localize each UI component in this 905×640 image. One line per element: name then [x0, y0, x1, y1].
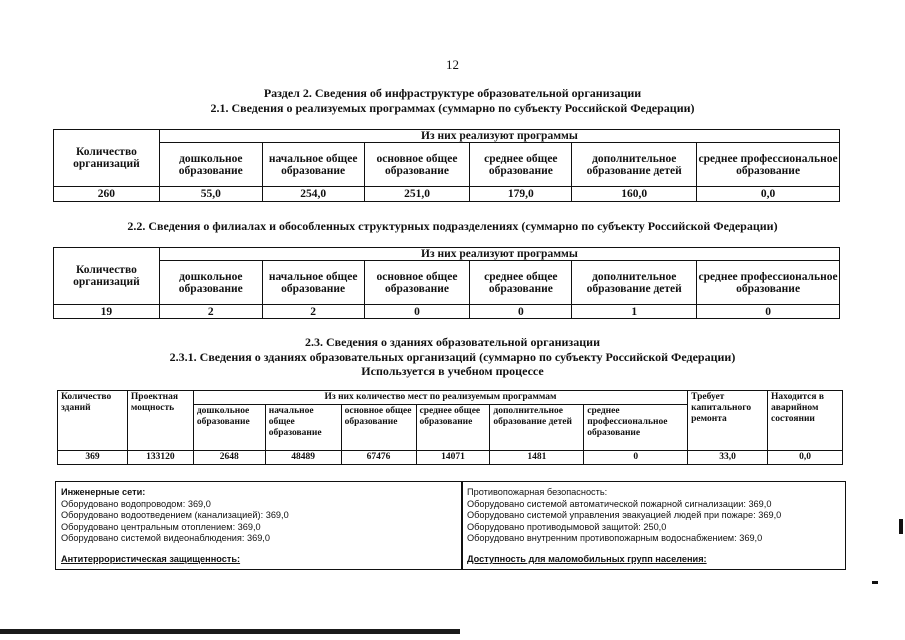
- buildings-table: [57, 390, 843, 465]
- list-item: Оборудовано центральным отоплением: 369,0: [61, 521, 261, 532]
- engineering-header: Инженерные сети:: [61, 487, 146, 497]
- cell-value: 1481: [490, 451, 584, 465]
- header-basic: основное общее образование: [341, 405, 416, 451]
- cell-value: 0: [697, 305, 840, 319]
- section-title: Раздел 2. Сведения об инфраструктуре образовательной организации: [263, 86, 642, 100]
- list-item: Оборудовано водоотведением (канализацией): 369,0: [61, 510, 289, 521]
- cell-value: 67476: [341, 451, 416, 465]
- cell-value: 0: [470, 305, 572, 319]
- engineering-section: [61, 487, 461, 566]
- cell-value: 133120: [127, 451, 193, 465]
- antiterror-header: Антитеррористическая защищенность:: [61, 553, 241, 564]
- header-vocational: среднее профессиональное образование: [697, 143, 840, 187]
- header-group: Из них количество мест по реализуемым программам: [193, 391, 687, 405]
- fire-section: [467, 487, 847, 566]
- cell-value: 254,0: [262, 187, 364, 202]
- table-row: [58, 451, 843, 465]
- cell-value: 14071: [416, 451, 490, 465]
- cell-value: 251,0: [364, 187, 470, 202]
- header-group: Из них реализуют программы: [159, 130, 839, 143]
- programs-table: [53, 129, 840, 202]
- page-number: 12: [446, 57, 459, 72]
- header-preschool: дошкольное образование: [159, 261, 262, 305]
- cell-value: 19: [54, 305, 160, 319]
- scan-mark: [899, 519, 903, 534]
- cell-value: 2: [159, 305, 262, 319]
- table-row: [54, 187, 840, 202]
- list-item: Оборудовано внутренним противопожарным водоснабжением: 369,0: [467, 533, 763, 544]
- header-preschool: дошкольное образование: [159, 143, 262, 187]
- header-primary: начальное общее образование: [262, 143, 364, 187]
- subtitle-2-2: 2.2. Сведения о филиалах и обособленных структурных подразделениях (суммарно по субъекту Российской Федерации): [127, 219, 778, 233]
- header-additional: дополнительное образование детей: [572, 261, 697, 305]
- list-item: Оборудовано противодымовой защитой: 250,0: [467, 521, 667, 532]
- subtitle-2-1: 2.1. Сведения о реализуемых программах (суммарно по субъекту Российской Федерации): [210, 101, 695, 115]
- list-item: Оборудовано системой видеонаблюдения: 369,0: [61, 533, 270, 544]
- header-secondary: среднее общее образование: [470, 261, 572, 305]
- fire-header: Противопожарная безопасность:: [467, 487, 608, 497]
- cell-value: 33,0: [688, 451, 768, 465]
- header-primary: начальное общее образование: [265, 405, 341, 451]
- cell-value: 179,0: [470, 187, 572, 202]
- cell-value: 0: [584, 451, 688, 465]
- subtitle-2-3: 2.3. Сведения о зданиях образовательной организации: [305, 335, 600, 349]
- subtitle-used: Используется в учебном процессе: [361, 364, 544, 378]
- cell-value: 2: [262, 305, 364, 319]
- header-additional: дополнительное образование детей: [572, 143, 697, 187]
- cell-value: 2648: [193, 451, 265, 465]
- cell-value: 369: [58, 451, 128, 465]
- header-secondary: среднее общее образование: [416, 405, 490, 451]
- table-row: [54, 305, 840, 319]
- cell-value: 160,0: [572, 187, 697, 202]
- header-emergency: Находится в аварийном состоянии: [768, 391, 843, 451]
- list-item: Оборудовано системой управления эвакуацией людей при пожаре: 369,0: [467, 510, 782, 521]
- subtitle-2-3-1: 2.3.1. Сведения о зданиях образовательных организаций (суммарно по субъекту Российской Федерации): [169, 350, 736, 364]
- list-item: Оборудовано водопроводом: 369,0: [61, 498, 211, 509]
- header-building-count: Количество зданий: [58, 391, 128, 451]
- branches-table: [53, 247, 840, 319]
- cell-value: 55,0: [159, 187, 262, 202]
- cell-value: 1: [572, 305, 697, 319]
- cell-value: 0,0: [768, 451, 843, 465]
- header-group: Из них реализуют программы: [159, 248, 839, 261]
- cell-value: 0,0: [697, 187, 840, 202]
- header-capacity: Проектная мощность: [127, 391, 193, 451]
- accessibility-header: Доступность для маломобильных групп населения:: [467, 553, 707, 564]
- header-primary: начальное общее образование: [262, 261, 364, 305]
- header-additional: дополнительное образование детей: [490, 405, 584, 451]
- header-org-count: Количество организаций: [54, 130, 160, 187]
- header-vocational: среднее профессиональное образование: [584, 405, 688, 451]
- header-repair: Требует капитального ремонта: [688, 391, 768, 451]
- scan-edge-line: [0, 629, 460, 634]
- list-item: Оборудовано системой автоматической пожарной сигнализации: 369,0: [467, 498, 772, 509]
- header-preschool: дошкольное образование: [193, 405, 265, 451]
- cell-value: 260: [54, 187, 160, 202]
- scan-mark: [872, 581, 878, 584]
- header-basic: основное общее образование: [364, 143, 470, 187]
- cell-value: 0: [364, 305, 470, 319]
- header-secondary: среднее общее образование: [470, 143, 572, 187]
- header-basic: основное общее образование: [364, 261, 470, 305]
- header-vocational: среднее профессиональное образование: [697, 261, 840, 305]
- cell-value: 48489: [265, 451, 341, 465]
- header-org-count: Количество организаций: [54, 248, 160, 305]
